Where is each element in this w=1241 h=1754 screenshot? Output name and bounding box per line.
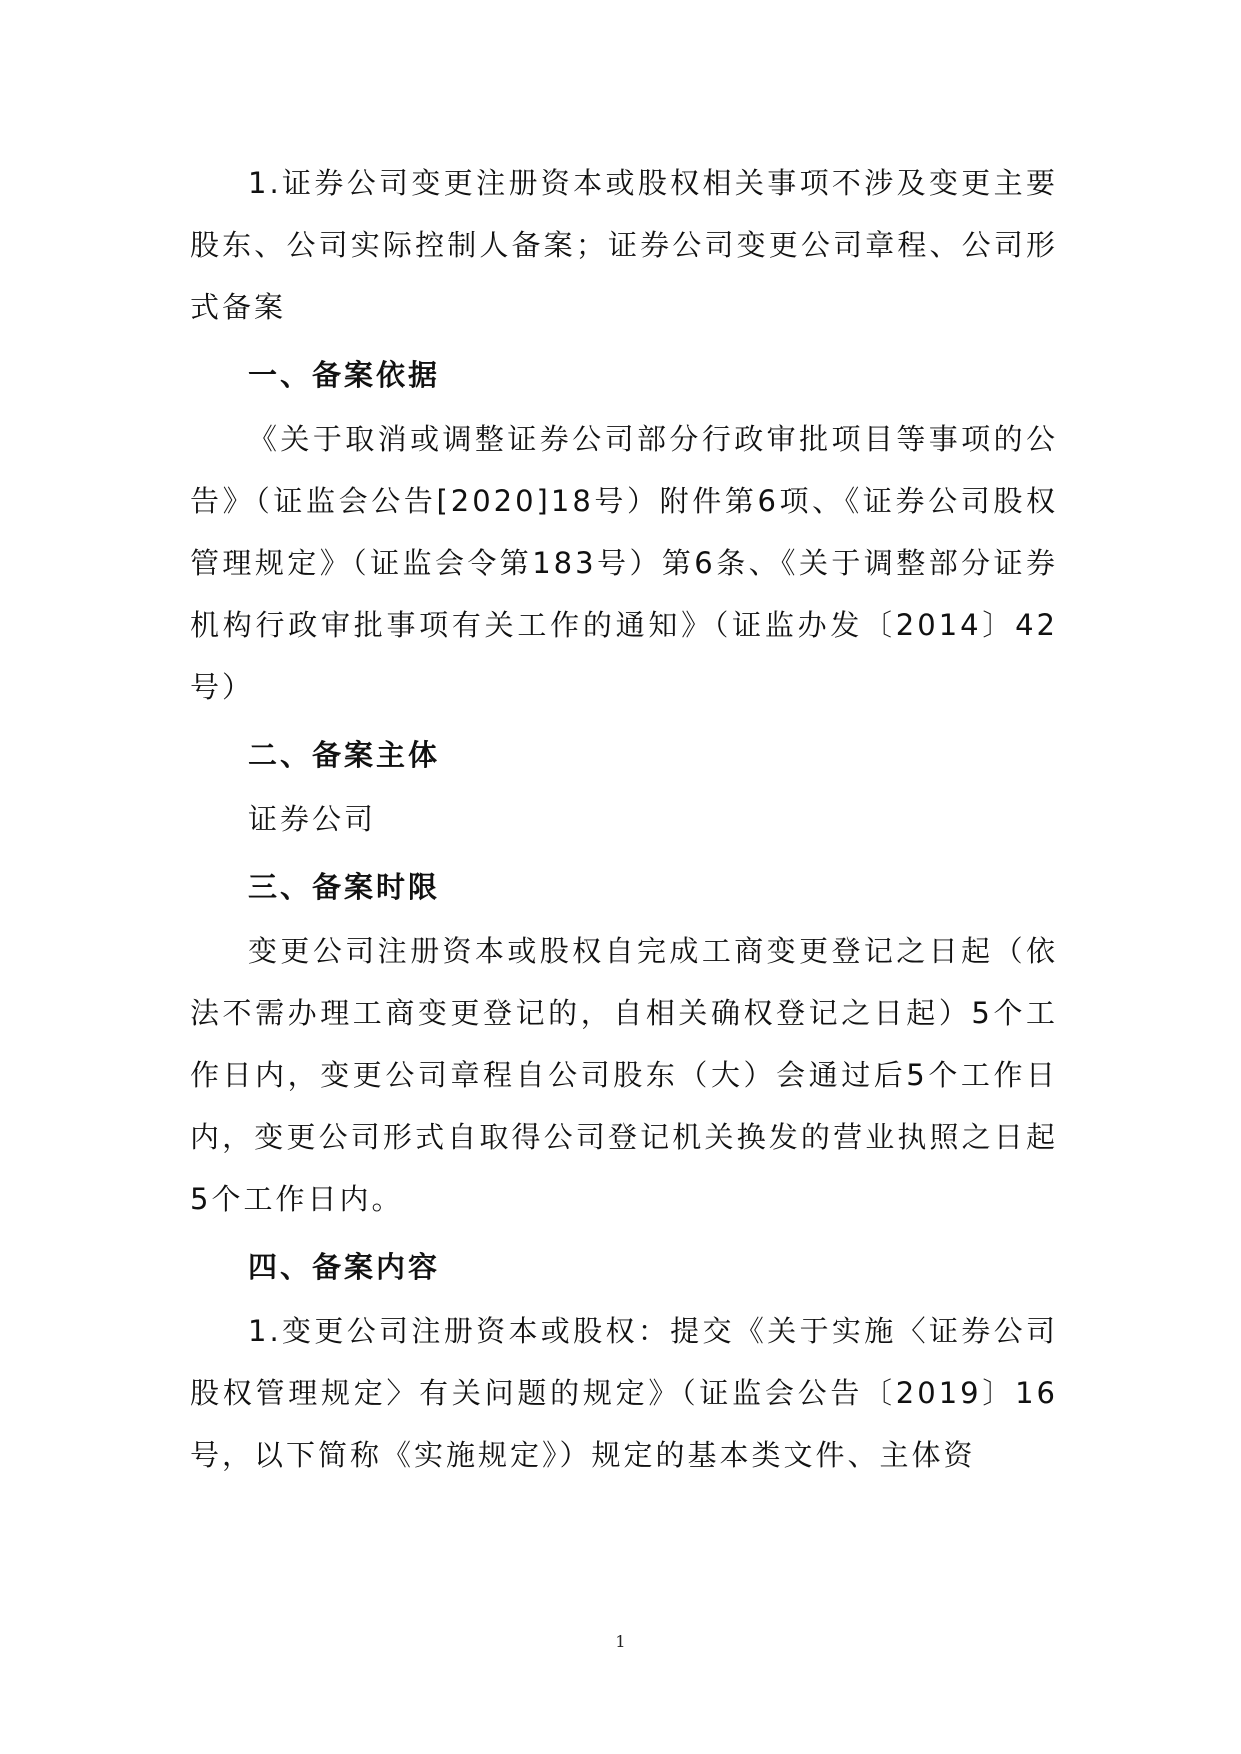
document-title: 1.证券公司变更注册资本或股权相关事项不涉及变更主要股东、公司实际控制人备案；证券公司变更公司章程、公司形式备案 [190, 166, 1058, 324]
section-body-deadline: 变更公司注册资本或股权自完成工商变更登记之日起（依法不需办理工商变更登记的，自相关确权登记之日起）5个工作日内，变更公司章程自公司股东（大）会通过后5个工作日内，变更公司形式自取得公司登记机关换发的营业执照之日起5个工作日内。 [190, 934, 1058, 1216]
page-number: 1 [615, 1632, 626, 1651]
section-body-content: 1.变更公司注册资本或股权：提交《关于实施〈证券公司股权管理规定〉有关问题的规定》（证监会公告〔2019〕16号，以下简称《实施规定》）规定的基本类文件、主体资 [190, 1314, 1058, 1472]
section-heading-content: 四、备案内容 [248, 1250, 441, 1284]
document-body [190, 152, 1058, 1486]
section-heading-deadline: 三、备案时限 [248, 870, 441, 904]
section-body-basis: 《关于取消或调整证券公司部分行政审批项目等事项的公告》（证监会公告[2020]18号）附件第6项、《证券公司股权管理规定》（证监会令第183号）第6条、《关于调整部分证券机构行政审批事项有关工作的通知》（证监办发〔2014〕42号） [190, 422, 1058, 704]
section-heading-basis: 一、备案依据 [248, 358, 441, 392]
section-body-subject: 证券公司 [248, 802, 377, 836]
section-heading-subject: 二、备案主体 [248, 738, 441, 772]
